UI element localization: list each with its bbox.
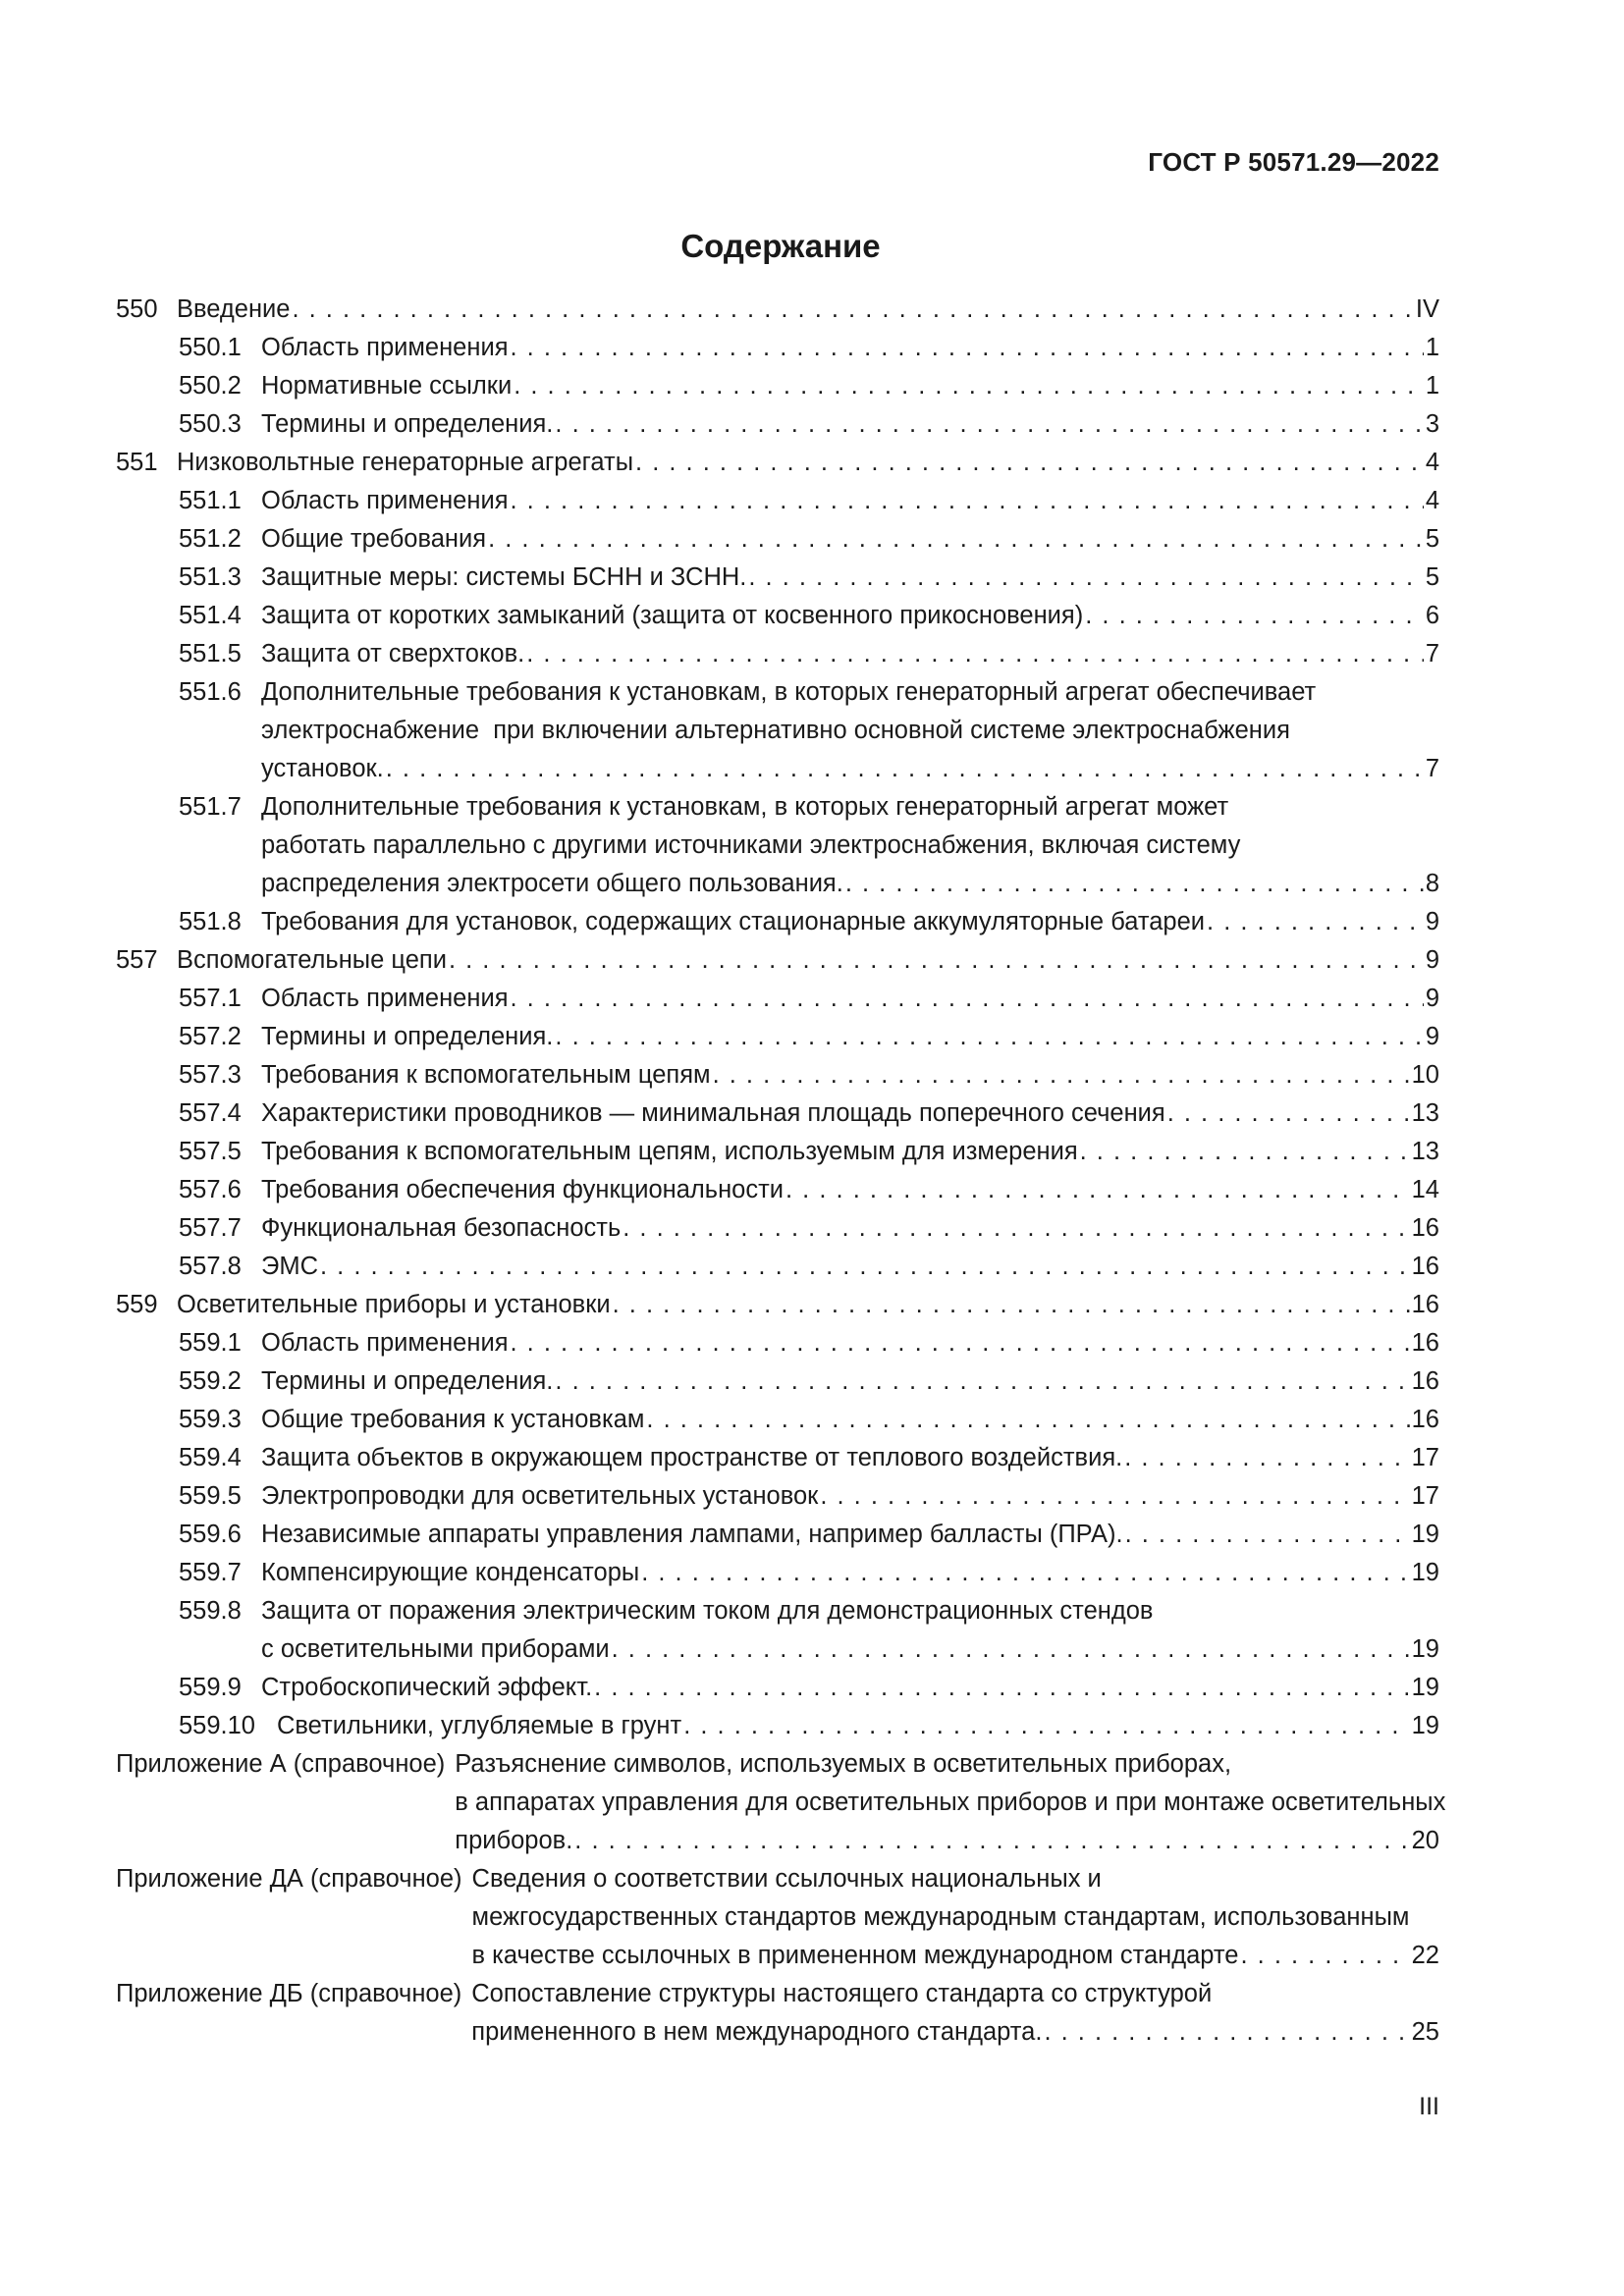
toc-entry-page: 1 <box>1425 334 1439 361</box>
toc-entry-text: Сопоставление структуры настоящего стандарта со структурой <box>471 1980 1213 2007</box>
toc-entry-page: 4 <box>1425 487 1439 514</box>
table-of-contents <box>116 291 1446 2052</box>
toc-entry-page: 6 <box>1425 602 1439 629</box>
toc-entry-page: 17 <box>1411 1482 1439 1510</box>
dot-leader <box>511 482 1424 520</box>
toc-entry-page: 8 <box>1425 870 1439 897</box>
toc-entry[interactable] <box>116 291 1439 329</box>
dot-leader <box>526 635 1424 673</box>
toc-entry-number: 557.3 <box>179 1061 242 1089</box>
toc-entry-text: Функциональная безопасность <box>261 1214 622 1242</box>
toc-entry[interactable] <box>116 1516 1439 1554</box>
toc-entry-number: 557.4 <box>179 1099 242 1127</box>
toc-entry-text: Светильники, углубляемые в грунт <box>277 1712 682 1739</box>
dot-leader <box>820 1477 1409 1516</box>
dot-leader <box>713 1056 1410 1095</box>
toc-entry-page: 16 <box>1411 1406 1439 1433</box>
toc-entry[interactable] <box>116 1439 1439 1477</box>
toc-entry-number: 550.1 <box>179 334 242 361</box>
toc-entry-page: 7 <box>1425 640 1439 667</box>
toc-entry-text: Разъяснение символов, используемых в осветительных приборах, <box>455 1750 1232 1778</box>
dot-leader <box>511 1324 1410 1362</box>
toc-entry-page: IV <box>1415 295 1439 323</box>
toc-entry-number: 559.6 <box>179 1521 242 1548</box>
toc-entry-text: Сведения о соответствии ссылочных национальных и <box>471 1865 1102 1893</box>
toc-entry-number: 559.4 <box>179 1444 242 1471</box>
dot-leader <box>1125 1516 1410 1554</box>
toc-entry[interactable] <box>116 597 1439 635</box>
toc-entry-text: Защита от сверхтоков. <box>261 640 525 667</box>
dot-leader <box>612 1630 1410 1669</box>
toc-entry-text: Общие требования <box>261 525 487 553</box>
toc-entry-number: 551.1 <box>179 487 242 514</box>
dot-leader <box>748 559 1423 597</box>
toc-entry[interactable] <box>116 1248 1439 1286</box>
toc-entry-page: 9 <box>1425 985 1439 1012</box>
toc-entry[interactable] <box>116 1362 1439 1401</box>
toc-entry[interactable] <box>116 1095 1439 1133</box>
toc-entry-page: 25 <box>1411 2018 1439 2046</box>
toc-entry[interactable] <box>116 980 1439 1018</box>
toc-entry-page: 13 <box>1411 1099 1439 1127</box>
toc-entry-page: 19 <box>1411 1674 1439 1701</box>
toc-entry-number: 557.1 <box>179 985 242 1012</box>
dot-leader <box>635 444 1424 482</box>
dot-leader <box>511 329 1424 367</box>
toc-entry-text: в аппаратах управления для осветительных приборов и при монтаже осветительных <box>455 1789 1446 1816</box>
toc-entry[interactable] <box>116 482 1439 520</box>
toc-entry-text: Область применения <box>261 487 509 514</box>
toc-entry-page: 5 <box>1425 525 1439 553</box>
toc-entry-text: Осветительные приборы и установки <box>177 1291 611 1318</box>
toc-entry-page: 4 <box>1425 449 1439 476</box>
toc-entry[interactable] <box>116 788 1439 903</box>
toc-entry-text: Стробоскопический эффект. <box>261 1674 593 1701</box>
toc-entry[interactable] <box>116 444 1439 482</box>
toc-entry[interactable] <box>116 1286 1439 1324</box>
toc-entry-page: 7 <box>1425 755 1439 782</box>
toc-entry-text: Защита объектов в окружающем пространстве от теплового воздействия. <box>261 1444 1123 1471</box>
document-code: ГОСТ Р 50571.29—2022 <box>1148 147 1439 177</box>
toc-entry[interactable] <box>116 405 1439 444</box>
toc-entry-text: Термины и определения. <box>261 410 554 438</box>
toc-entry-number: 551.6 <box>179 678 242 706</box>
toc-appendix-entry[interactable] <box>116 1860 1439 1975</box>
toc-entry-page: 5 <box>1425 563 1439 591</box>
toc-entry-text: Защита от коротких замыканий (защита от косвенного прикосновения) <box>261 602 1084 629</box>
toc-entry-text: Компенсирующие конденсаторы <box>261 1559 640 1586</box>
toc-entry-text: ЭМС <box>261 1253 318 1280</box>
toc-entry[interactable] <box>116 1324 1439 1362</box>
toc-entry-number: 559 <box>116 1291 158 1318</box>
dot-leader <box>1167 1095 1410 1133</box>
dot-leader <box>320 1248 1410 1286</box>
toc-entry-page: 3 <box>1425 410 1439 438</box>
toc-entry[interactable] <box>116 1477 1439 1516</box>
toc-entry[interactable] <box>116 367 1439 405</box>
dot-leader <box>292 291 1413 329</box>
toc-entry-page: 16 <box>1411 1367 1439 1395</box>
toc-entry-text: приборов. <box>455 1827 573 1854</box>
toc-entry-page: 1 <box>1425 372 1439 400</box>
toc-entry-page: 9 <box>1425 1023 1439 1050</box>
dot-leader <box>511 980 1424 1018</box>
toc-entry-number: 551.8 <box>179 908 242 935</box>
toc-entry-number: 559.3 <box>179 1406 242 1433</box>
toc-entry-number: 557.2 <box>179 1023 242 1050</box>
toc-entry-text: Введение <box>177 295 291 323</box>
toc-entry[interactable] <box>116 1171 1439 1209</box>
toc-entry-number: 559.5 <box>179 1482 242 1510</box>
dot-leader <box>555 1362 1409 1401</box>
toc-entry-text: Требования обеспечения функциональности <box>261 1176 785 1203</box>
toc-entry[interactable] <box>116 673 1439 788</box>
toc-entry-text: с осветительными приборами <box>261 1635 610 1663</box>
toc-entry-text: Область применения <box>261 985 509 1012</box>
dot-leader <box>514 367 1424 405</box>
toc-entry[interactable] <box>116 1056 1439 1095</box>
dot-leader <box>555 405 1423 444</box>
dot-leader <box>449 941 1424 980</box>
toc-entry[interactable] <box>116 635 1439 673</box>
dot-leader <box>555 1018 1423 1056</box>
toc-entry-number: Приложение А (справочное) <box>116 1750 446 1778</box>
toc-entry-number: 559.1 <box>179 1329 242 1357</box>
dot-leader <box>1240 1937 1409 1975</box>
dot-leader <box>845 865 1424 903</box>
toc-entry-text: Вспомогательные цепи <box>177 946 447 974</box>
toc-entry-text: межгосударственных стандартов международным стандартам, использованным <box>471 1903 1410 1931</box>
toc-entry-text: Требования к вспомогательным цепям <box>261 1061 711 1089</box>
toc-entry-number: 551.4 <box>179 602 242 629</box>
toc-entry-number: 551.5 <box>179 640 242 667</box>
toc-entry-text: Характеристики проводников — минимальная площадь поперечного сечения <box>261 1099 1165 1127</box>
toc-entry-page: 9 <box>1425 946 1439 974</box>
dot-leader <box>613 1286 1410 1324</box>
dot-leader <box>1124 1439 1409 1477</box>
toc-entry-text: Термины и определения. <box>261 1367 554 1395</box>
toc-entry-text: работать параллельно с другими источниками электроснабжения, включая систему <box>261 831 1241 859</box>
toc-entry-page: 16 <box>1411 1253 1439 1280</box>
dot-leader <box>623 1209 1409 1248</box>
toc-entry-page: 19 <box>1411 1521 1439 1548</box>
toc-entry[interactable] <box>116 1554 1439 1592</box>
dot-leader <box>1207 903 1424 941</box>
toc-entry-text: Защита от поражения электрическим током для демонстрационных стендов <box>261 1597 1154 1625</box>
toc-entry-number: 559.8 <box>179 1597 242 1625</box>
toc-entry-text: Дополнительные требования к установкам, в которых генераторный агрегат обеспечивает <box>261 678 1317 706</box>
toc-entry-number: Приложение ДБ (справочное) <box>116 1980 462 2007</box>
toc-entry-text: Независимые аппараты управления лампами, например балласты (ПРА). <box>261 1521 1123 1548</box>
toc-entry-number: 557.5 <box>179 1138 242 1165</box>
toc-entry-text: Требования для установок, содержащих стационарные аккумуляторные батареи <box>261 908 1206 935</box>
toc-entry-number: 557.8 <box>179 1253 242 1280</box>
dot-leader <box>641 1554 1409 1592</box>
toc-entry[interactable] <box>116 941 1439 980</box>
dot-leader <box>488 520 1424 559</box>
toc-entry-page: 13 <box>1411 1138 1439 1165</box>
toc-entry[interactable] <box>116 1669 1439 1707</box>
dot-leader <box>785 1171 1410 1209</box>
toc-entry-number: 557.6 <box>179 1176 242 1203</box>
toc-entry-number: 559.10 <box>179 1712 255 1739</box>
toc-entry-page: 19 <box>1411 1559 1439 1586</box>
toc-entry-text: Область применения <box>261 1329 509 1357</box>
toc-entry[interactable] <box>116 1209 1439 1248</box>
toc-entry-page: 19 <box>1411 1635 1439 1663</box>
dot-leader <box>646 1401 1409 1439</box>
toc-entry-number: 557.7 <box>179 1214 242 1242</box>
toc-entry[interactable] <box>116 559 1439 597</box>
toc-entry[interactable] <box>116 1707 1439 1745</box>
page-number: III <box>1419 2093 1439 2120</box>
toc-entry-text: Область применения <box>261 334 509 361</box>
toc-entry-page: 16 <box>1411 1291 1439 1318</box>
toc-entry-page: 20 <box>1411 1827 1439 1854</box>
toc-entry-text: установок. <box>261 755 384 782</box>
toc-entry-number: 559.2 <box>179 1367 242 1395</box>
toc-entry-text: Защитные меры: системы БСНН и ЗСНН. <box>261 563 747 591</box>
toc-appendix-entry[interactable] <box>116 1975 1439 2052</box>
toc-entry-page: 17 <box>1411 1444 1439 1471</box>
toc-entry[interactable] <box>116 1592 1439 1669</box>
toc-entry-text: Требования к вспомогательным цепям, используемым для измерения <box>261 1138 1078 1165</box>
toc-entry-text: Нормативные ссылки <box>261 372 513 400</box>
toc-entry-text: Общие требования к установкам <box>261 1406 645 1433</box>
toc-entry-number: 550 <box>116 295 158 323</box>
toc-entry-text: Дополнительные требования к установкам, в которых генераторный агрегат может <box>261 793 1229 821</box>
toc-entry-page: 22 <box>1411 1942 1439 1969</box>
toc-entry-number: 559.9 <box>179 1674 242 1701</box>
toc-entry-page: 19 <box>1411 1712 1439 1739</box>
toc-entry-text: в качестве ссылочных в примененном международном стандарте <box>471 1942 1239 1969</box>
toc-title: Содержание <box>680 228 881 264</box>
toc-entry[interactable] <box>116 520 1439 559</box>
toc-entry-page: 16 <box>1411 1214 1439 1242</box>
toc-entry[interactable] <box>116 1018 1439 1056</box>
toc-entry-number: 551 <box>116 449 158 476</box>
toc-entry[interactable] <box>116 1133 1439 1171</box>
toc-entry[interactable] <box>116 329 1439 367</box>
dot-leader <box>1044 2013 1409 2052</box>
toc-entry-number: 551.3 <box>179 563 242 591</box>
dot-leader <box>1085 597 1424 635</box>
toc-entry-number: 550.3 <box>179 410 242 438</box>
toc-entry-page: 10 <box>1411 1061 1439 1089</box>
toc-entry-text: распределения электросети общего пользования. <box>261 870 843 897</box>
dot-leader <box>386 750 1424 788</box>
dot-leader <box>594 1669 1409 1707</box>
toc-entry-page: 16 <box>1411 1329 1439 1357</box>
toc-entry-number: 557 <box>116 946 158 974</box>
toc-entry[interactable] <box>116 903 1439 941</box>
toc-entry-number: 551.2 <box>179 525 242 553</box>
toc-entry-page: 9 <box>1425 908 1439 935</box>
toc-entry-text: Низковольтные генераторные агрегаты <box>177 449 634 476</box>
dot-leader <box>683 1707 1409 1745</box>
toc-entry-text: примененного в нем международного стандарта. <box>471 2018 1043 2046</box>
dot-leader <box>1080 1133 1410 1171</box>
toc-entry[interactable] <box>116 1401 1439 1439</box>
toc-entry-text: электроснабжение при включении альтернативно основной системе электроснабжения <box>261 717 1290 744</box>
toc-entry-number: 559.7 <box>179 1559 242 1586</box>
dot-leader <box>574 1822 1409 1860</box>
toc-appendix-entry[interactable] <box>116 1745 1446 1860</box>
toc-entry-number: Приложение ДА (справочное) <box>116 1865 462 1893</box>
toc-entry-text: Электропроводки для осветительных установок <box>261 1482 819 1510</box>
toc-entry-page: 14 <box>1411 1176 1439 1203</box>
toc-entry-number: 551.7 <box>179 793 242 821</box>
toc-entry-text: Термины и определения. <box>261 1023 554 1050</box>
toc-entry-number: 550.2 <box>179 372 242 400</box>
